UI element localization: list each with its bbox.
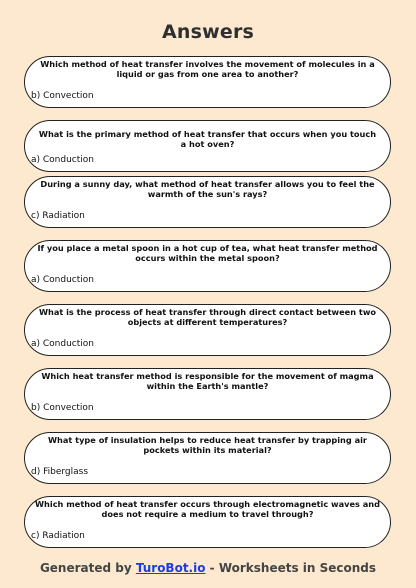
- question-text: What type of insulation helps to reduce heat transfer by trapping air pockets within its material?: [48, 435, 367, 455]
- answer-text: a) Conduction: [31, 155, 94, 165]
- question-text: What is the primary method of heat transfer that occurs when you touch a hot oven?: [38, 129, 377, 149]
- footer-prefix: Generated by: [39, 561, 136, 575]
- page-title: Answers: [161, 21, 255, 43]
- footer-suffix: - Worksheets in Seconds: [205, 561, 377, 575]
- answer-card-2: [24, 120, 391, 172]
- question-text: Which method of heat transfer involves the movement of molecules in a liquid or gas from one area to another?: [40, 59, 375, 79]
- question-text: If you place a metal spoon in a hot cup of tea, what heat transfer method occurs within the metal spoon?: [37, 243, 378, 263]
- brand-link[interactable]: TuroBot.io: [135, 561, 206, 575]
- answer-card-4: [24, 240, 391, 292]
- answer-text: d) Fiberglass: [31, 467, 89, 477]
- answer-text: a) Conduction: [31, 275, 94, 285]
- answer-text: a) Conduction: [31, 339, 94, 349]
- answer-text: b) Convection: [31, 91, 94, 101]
- question-text: What is the process of heat transfer through direct contact between two objects at different temperatures?: [38, 307, 377, 327]
- answer-card-7: [24, 432, 391, 484]
- answer-card-1: [24, 56, 391, 108]
- question-text: Which heat transfer method is responsible for the movement of magma within the Earth's mantle?: [41, 371, 374, 391]
- answer-text: c) Radiation: [31, 211, 85, 221]
- question-text: During a sunny day, what method of heat transfer allows you to feel the warmth of the sun's rays?: [40, 179, 375, 199]
- answer-card-3: [24, 176, 391, 228]
- answer-text: b) Convection: [31, 403, 94, 413]
- answer-card-6: [24, 368, 391, 420]
- answer-card-8: [24, 496, 391, 548]
- question-text: Which method of heat transfer occurs through electromagnetic waves and does not require a medium to travel through?: [35, 499, 380, 519]
- footer: [0, 561, 416, 575]
- answer-text: c) Radiation: [31, 531, 85, 541]
- answer-card-5: [24, 304, 391, 356]
